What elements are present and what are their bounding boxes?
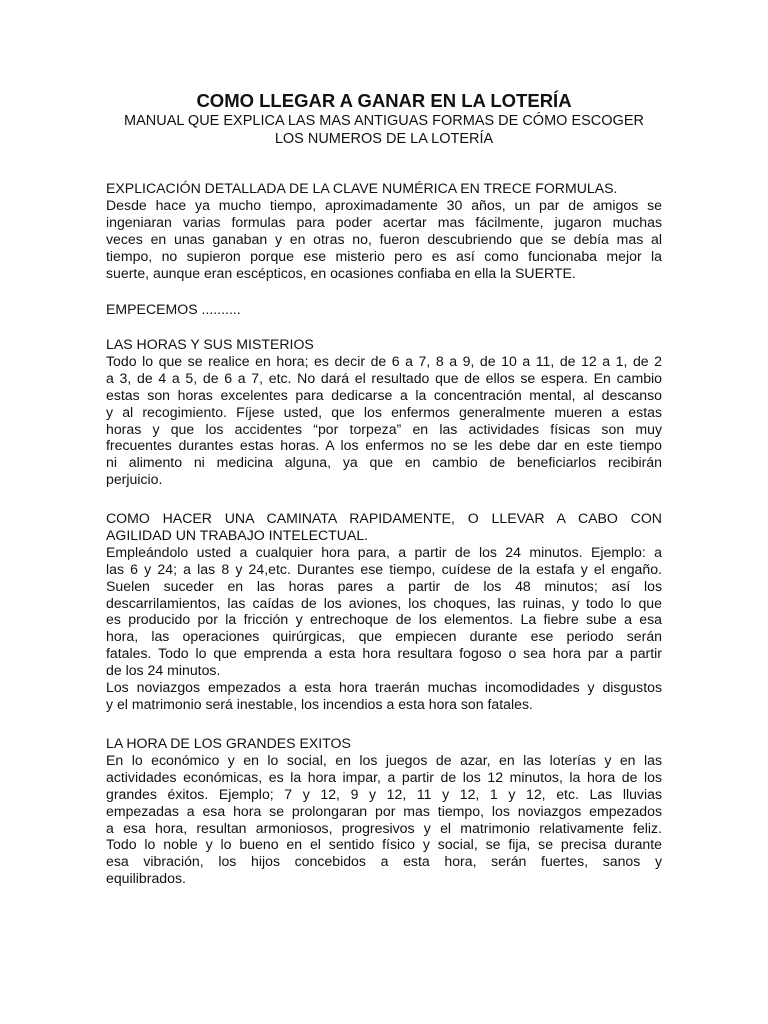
horas-line: frecuentes durantes estas horas. A los enfermos no se les debe dar en este tiempo bbox=[106, 437, 662, 454]
subtitle-line: MANUAL QUE EXPLICA LAS MAS ANTIGUAS FORMAS DE CÓMO ESCOGER bbox=[124, 113, 644, 129]
exitos-line: Todo lo noble y lo bueno en el sentido físico y social, se fija, se precisa durante bbox=[106, 836, 662, 853]
caminata-line: fatales. Todo lo que emprenda a esta hora resultara fogoso o sea hora par a partir bbox=[106, 645, 662, 662]
intro-line: veces en unas ganaban y en otras no, fueron descubriendo que se debía mas al bbox=[106, 230, 662, 247]
horas-heading: LAS HORAS Y SUS MISTERIOS bbox=[106, 336, 314, 352]
document-title: COMO LLEGAR A GANAR EN LA LOTERÍA bbox=[196, 90, 572, 111]
caminata-line: Empleándolo usted a cualquier hora para, a partir de los 24 minutos. Ejemplo: a bbox=[106, 543, 662, 560]
caminata-line: descarrilamientos, las caídas de los aviones, los choques, las ruinas, y todo lo que bbox=[106, 594, 662, 611]
intro-heading: EXPLICACIÓN DETALLADA DE LA CLAVE NUMÉRICA EN TRECE FORMULAS. bbox=[106, 180, 618, 196]
intro-line: ingeniaran varias formulas para poder acertar mas fácilmente, jugaron muchas bbox=[106, 213, 662, 230]
horas-line: y al recogimiento. Fíjese usted, que los enfermos generalmente mueren a estas bbox=[106, 403, 662, 420]
caminata-line: hora, las operaciones quirúrgicas, que empiecen durante ese periodo serán bbox=[106, 628, 662, 645]
exitos-line: grandes éxitos. Ejemplo; 7 y 12, 9 y 12, 11 y 12, 1 y 12, etc. Las lluvias bbox=[106, 785, 662, 802]
intro-line: suerte, aunque eran escépticos, en ocasiones confiaba en ella la SUERTE. bbox=[106, 264, 576, 281]
horas-line: ni alimento ni medicina alguna, ya que en cambio de beneficiarlos recibirán bbox=[106, 454, 662, 471]
horas-line: horas y que los accidentes “por torpeza” en las actividades físicas son muy bbox=[106, 420, 662, 437]
horas-line: Todo lo que se realice en hora; es decir de 6 a 7, 8 a 9, de 10 a 11, de 12 a 1, de 2 bbox=[106, 352, 662, 369]
exitos-line: actividades económicas, es la hora impar, a partir de los 12 minutos, la hora de los bbox=[106, 768, 662, 785]
horas-line: perjuicio. bbox=[106, 471, 163, 488]
exitos-line: a esa hora, resultan armoniosos, progresivos y el matrimonio relativamente feliz. bbox=[106, 819, 662, 836]
caminata-line: Los noviazgos empezados a esta hora traerán muchas incomodidades y disgustos bbox=[106, 679, 662, 696]
exitos-line: equilibrados. bbox=[106, 870, 186, 887]
exitos-line: empezadas a esa hora se prolongaran por mas tiempo, los noviazgos empezados bbox=[106, 802, 662, 819]
exitos-section bbox=[106, 735, 662, 887]
caminata-line: es producido por la fricción y entrechoque de los elementos. La fiebre sube a esa bbox=[106, 611, 662, 628]
intro-section bbox=[106, 180, 662, 281]
exitos-line: En lo económico y en lo social, en los juegos de azar, en las loterías y en las bbox=[106, 751, 662, 768]
exitos-line: esa vibración, los hijos concebidos a esta hora, serán fuertes, sanos y bbox=[106, 853, 662, 870]
caminata-line: de los 24 minutos. bbox=[106, 662, 221, 679]
exitos-heading: LA HORA DE LOS GRANDES EXITOS bbox=[106, 735, 351, 751]
horas-line: estas son horas excelentes para dedicarse a la concentración mental, al descanso bbox=[106, 386, 662, 403]
start-text: EMPECEMOS .......... bbox=[106, 301, 241, 317]
intro-line: Desde hace ya mucho tiempo, aproximadamente 30 años, un par de amigos se bbox=[106, 196, 662, 213]
intro-line: tiempo, no supieron porque ese misterio pero es así como funcionaba mejor la bbox=[106, 247, 662, 264]
horas-line: a 3, de 4 a 5, de 6 a 7, etc. No dará el resultado que de ellos se espera. En cambio bbox=[106, 369, 662, 386]
caminata-heading: AGILIDAD UN TRABAJO INTELECTUAL. bbox=[106, 526, 369, 543]
caminata-line: Suelen suceder en las horas pares a partir de los 48 minutos; así los bbox=[106, 577, 662, 594]
caminata-line: y el matrimonio será inestable, los incendios a esta hora son fatales. bbox=[106, 695, 533, 712]
subtitle-line: LOS NUMEROS DE LA LOTERÍA bbox=[274, 131, 494, 147]
document-subtitle bbox=[0, 112, 768, 148]
caminata-heading: COMO HACER UNA CAMINATA RAPIDAMENTE, O LLEVAR A CABO CON bbox=[106, 510, 662, 526]
horas-section bbox=[106, 336, 662, 488]
caminata-section bbox=[106, 510, 662, 713]
caminata-line: las 6 y 24; a las 8 y 24,etc. Durantes ese tiempo, cuídese de la estafa y el engaño. bbox=[106, 560, 662, 577]
start-section bbox=[106, 301, 662, 318]
